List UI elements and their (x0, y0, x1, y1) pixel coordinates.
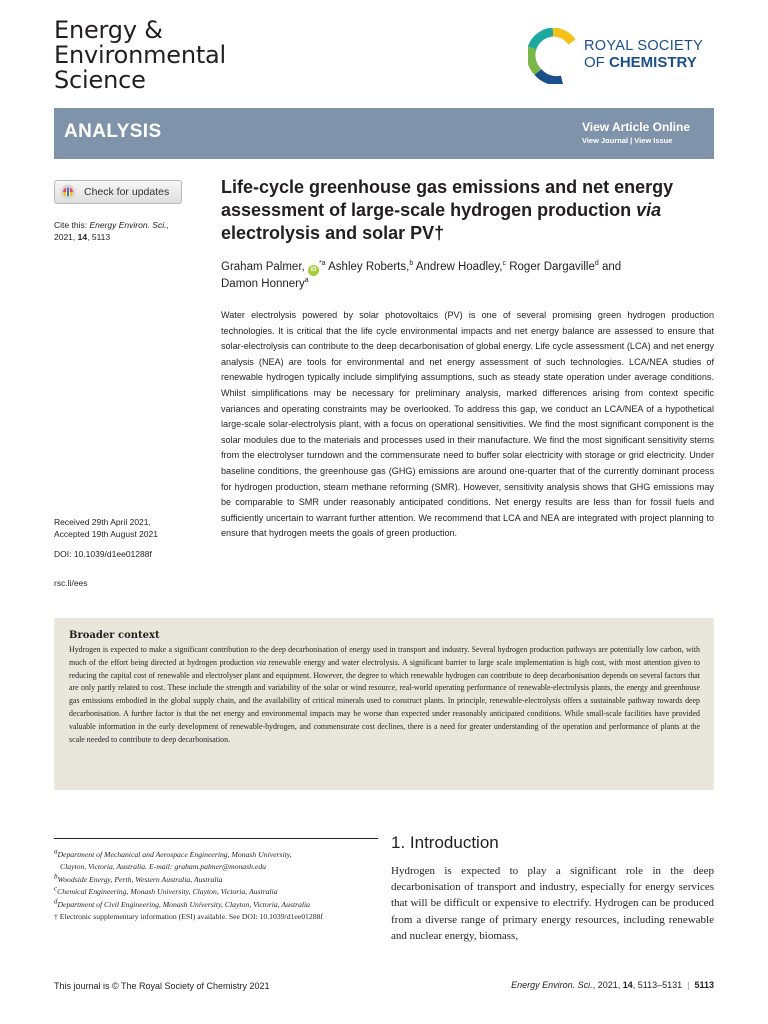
rsc-logo-mark-icon (528, 28, 578, 84)
affiliation-footnote (54, 886, 378, 898)
article-type: ANALYSIS (64, 121, 162, 142)
footnote-text: Chemical Engineering, Monash University, Clayton, Victoria, Australia (57, 887, 278, 897)
author-affiliation: d (594, 260, 599, 268)
rsc-logo[interactable] (528, 28, 718, 84)
author-conjunction: and (598, 261, 622, 273)
footnote-text: Department of Mechanical and Aerospace Engineering, Monash University, (57, 850, 292, 859)
view-links (582, 136, 690, 145)
footer-year: , 2021, (592, 980, 623, 990)
view-journal-link[interactable]: View Journal (581, 136, 629, 145)
footnote-marker: c (54, 884, 58, 893)
journal-title-line: Energy & (54, 16, 163, 44)
author-affiliation: *a (318, 260, 326, 268)
section-heading-introduction: 1. Introduction (391, 833, 499, 852)
accepted-date: Accepted 19th August 2021 (54, 529, 158, 539)
received-date: Received 29th April 2021, (54, 517, 151, 527)
rsc-of: OF (584, 54, 605, 71)
footnote-marker: b (54, 872, 58, 881)
broader-context-heading: Broader context (69, 630, 160, 641)
author-affiliation: c (502, 260, 507, 268)
view-article-online-link[interactable]: View Article Online (581, 120, 690, 134)
author-name[interactable]: Roger Dargaville (509, 261, 595, 273)
link-separator: | (630, 136, 633, 145)
page-citation-footer (511, 980, 714, 990)
author-name[interactable]: Damon Honnery (221, 278, 305, 290)
broader-text-part: Hydrogen is expected to make a significant contribution to the deep decarbonisation of energy used in transport and industry. Several hydrogen production pathways are potentially low carbon, with much of the effort being directed at hydrogen production (69, 645, 700, 667)
check-for-updates-button[interactable] (54, 180, 182, 204)
esi-footnote: † Electronic supplementary information (ESI) available. See DOI: 10.1039/d1ee01288f (54, 912, 323, 922)
journal-title (54, 18, 226, 93)
title-part: Life-cycle greenhouse gas emissions and net energy assessment of large-scale hydrogen production (221, 177, 674, 220)
author-affiliation: a (304, 277, 309, 285)
cite-pages: , 5113 (87, 232, 111, 242)
rsc-wordmark (584, 38, 703, 71)
affiliation-footnote (54, 899, 378, 911)
author-list (221, 259, 721, 293)
footer-separator: | (687, 980, 690, 990)
journal-short-url[interactable]: rsc.li/ees (54, 578, 88, 588)
article-title (221, 176, 721, 245)
check-updates-label: Check for updates (84, 186, 170, 198)
broader-context-box (54, 618, 714, 790)
broader-context-text (69, 644, 700, 746)
broader-text-part: renewable energy and water electrolysis. A significant barrier to large scale implementation is high cost, with most attention given to reducing the capital cost of renewable and electrolyser plant and equipment. However, the degree to which renewable hydrogen can contribute to deep decarbonisation depends on several factors that are only partly related to cost. These include the strength and variability of the solar or wind resource, real-world operating performance of renewable-electrolysis plants, the energy and greenhouse gas emissions embodied in the global supply chain, and the availability of critical minerals used to construct plants. In principle, renewable-electrolysis offers a sustainable pathway towards deep decarbonisation. A further factor is that the net energy and environmental impacts may be worse than expected under reasonably anticipated conditions. While small-scale facilities have provided valuable information in the early development of renewable-hydrogen, and commensurate cost declines, there is a need for greater understanding of the operation and performance of plants at the scale needed to contribute to deep decarbonisation. (69, 657, 701, 744)
title-italic: via (636, 200, 662, 220)
copyright-footer: This journal is © The Royal Society of Chemistry 2021 (54, 981, 270, 991)
affiliation-footnote-cont: Clayton, Victoria, Australia. E-mail: graham.palmer@monash.edu (60, 862, 267, 872)
footnote-text: Woodside Energy, Perth, Western Australia, Australia (57, 874, 223, 884)
author-name[interactable]: Ashley Roberts, (328, 261, 410, 273)
affiliation-footnote (54, 874, 378, 886)
footer-pages: , 5113–5131 (632, 980, 683, 990)
page-number: 5113 (694, 980, 714, 990)
abstract: Water electrolysis powered by solar photovoltaics (PV) is one of several promising green hydrogen production technologies. It is critical that the life cycle environmental impacts and net energy balance are assessed to ensure that solar-electrolysis can contribute to the deep decarbonisation of global energy. Life cycle assessment (LCA) and net energy analysis (NEA) are tools for environmental and net energy assessment of such technologies. LCA/NEA studies of renewable hydrogen typically include simplifying assumptions, such as steady state operation under average conditions. Whilst simplifications may be necessary for preliminary analysis, marked differences arising from context specific variances and operating constraints may be overlooked. To address this gap, we conduct an LCA/NEA of a hypothetical large-scale solar-electrolysis plant, with a focus on operational sensitivities. We find the most significant component is the solar modules due to the materials and processes used in their manufacture. We find the most significant sensitivity stems from the electrolyser turndown and the commensurate need to buffer solar electricity with storage or grid electricity. Under baseline conditions, the greenhouse gas (GHG) emissions are around one-quarter that of the currently dominant process for hydrogen production, steam methane reforming (SMR). However, sensitivity analysis shows that GHG emissions may be comparable to SMR under reasonably anticipated conditions. Net energy results are less than for fossil fuels and sufficiently uncertain to warrant further attention. We recommend that LCA and NEA are integrated with project planning to ensure that hydrogen meets the goals of green production. (221, 310, 714, 539)
footer-volume: 14 (622, 980, 633, 990)
rsc-line2 (584, 54, 703, 71)
cite-year: 2021, (54, 232, 76, 242)
received-accepted (54, 516, 204, 540)
orcid-icon[interactable]: iD (308, 265, 319, 276)
author-affiliation: b (409, 260, 414, 268)
affiliation-footnote (54, 849, 378, 861)
author-name[interactable]: Andrew Hoadley, (415, 261, 503, 273)
author-name[interactable]: Graham Palmer, (221, 261, 305, 273)
cite-volume: 14 (77, 232, 88, 242)
rsc-chemistry: CHEMISTRY (609, 54, 697, 71)
doi[interactable]: DOI: 10.1039/d1ee01288f (54, 549, 152, 559)
footnotes (54, 838, 378, 923)
citation (54, 219, 194, 243)
cite-prefix: Cite this: (54, 220, 88, 230)
view-issue-link[interactable]: View Issue (634, 136, 673, 145)
footnote-marker: a (54, 847, 58, 856)
article-type-banner (54, 108, 714, 159)
footnote-marker: d (54, 897, 58, 906)
rsc-line1: ROYAL SOCIETY (584, 38, 704, 54)
broader-text-italic: via (256, 657, 267, 667)
title-part: electrolysis and solar PV† (221, 223, 445, 243)
journal-title-line: Environmental (54, 41, 227, 69)
introduction-text: Hydrogen is expected to play a significant role in the deep decarbonisation of transport and industry, especially for energy services that will be difficult or expensive to electrify. Hydrogen can be produced from a diverse range of primary energy resources, including renewable and nuclear energy, biomass, (391, 865, 714, 942)
footer-journal: Energy Environ. Sci. (511, 980, 593, 990)
footnote-text: Department of Civil Engineering, Monash University, Clayton, Victoria, Australia (57, 899, 311, 909)
journal-title-line: Science (54, 66, 146, 94)
banner-links (582, 120, 690, 145)
crossmark-icon (60, 184, 76, 200)
cite-journal: Energy Environ. Sci., (89, 220, 169, 230)
